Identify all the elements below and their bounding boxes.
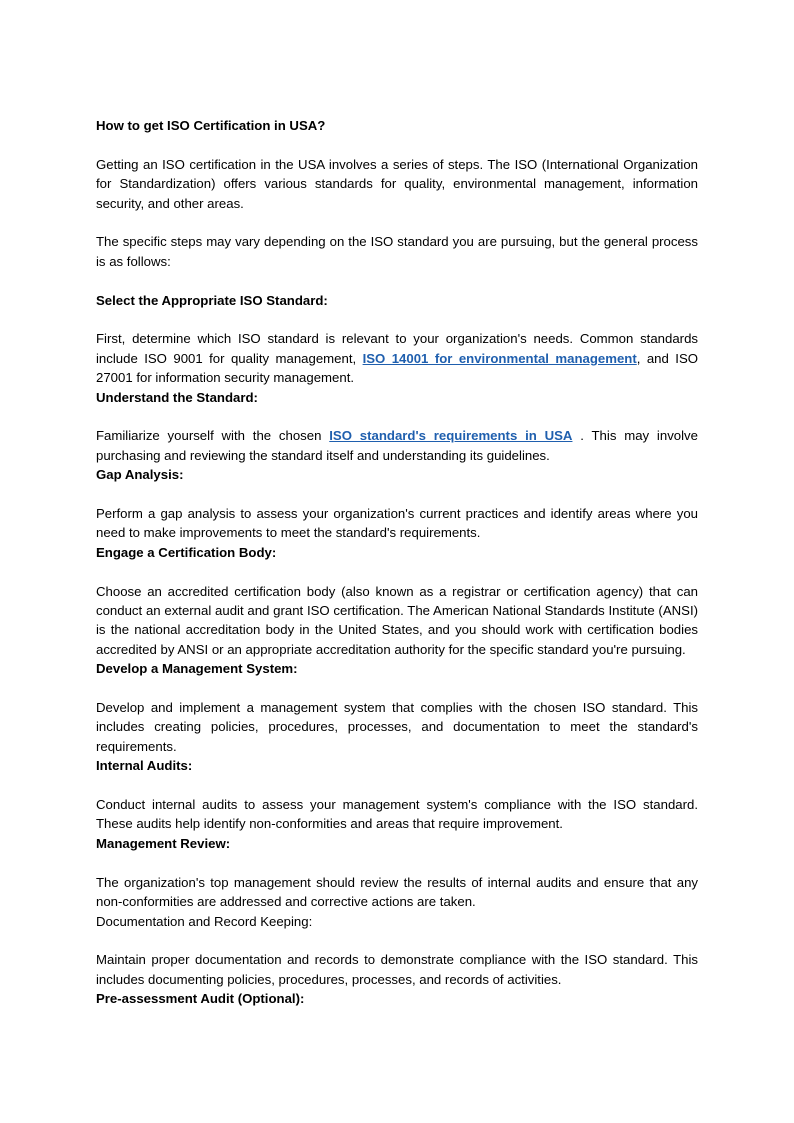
understand-text-after: . This may involve purchasing and reviewing the standard itself and understanding its guidelines. — [96, 428, 698, 463]
intro-paragraph-1: Getting an ISO certification in the USA involves a series of steps. The ISO (International Organization for Standardization) offers various standards for quality, environmental management, information security, and other areas. — [96, 156, 698, 211]
heading-internal-audits: Internal Audits: — [96, 758, 193, 774]
heading-pre-assessment-audit: Pre-assessment Audit (Optional): — [96, 991, 305, 1007]
document-page — [96, 116, 698, 1028]
heading-documentation-record-keeping: Documentation and Record Keeping: — [96, 913, 313, 929]
paragraph-engage-certification-body: Choose an accredited certification body (also known as a registrar or certification agency) that can conduct an external audit and grant ISO certification. The American National Standards Institute (ANSI) is the national accreditation body in the United States, and you should work with certification bodies accredited by ANSI or an appropriate accreditation authority for the specific standard you're pursuing. — [96, 583, 698, 657]
paragraph-internal-audits: Conduct internal audits to assess your management system's compliance with the ISO standard. These audits help identify non-conformities and areas that require improvement. — [96, 797, 698, 832]
paragraph-select-standard — [96, 329, 698, 387]
heading-management-review: Management Review: — [96, 835, 231, 851]
paragraph-develop-management-system: Develop and implement a management system that complies with the chosen ISO standard. This includes creating policies, procedures, processes, and documentation to meet the standard's requirements. — [96, 700, 698, 754]
understand-text-before: Familiarize yourself with the chosen — [96, 428, 330, 444]
heading-engage-certification-body: Engage a Certification Body: — [96, 544, 277, 560]
heading-gap-analysis: Gap Analysis: — [96, 467, 184, 483]
document-title: How to get ISO Certification in USA? — [96, 118, 326, 133]
paragraph-understand-standard — [96, 426, 698, 465]
select-text-after: , and ISO 27001 for information security management. — [96, 350, 698, 386]
iso-requirements-link[interactable]: ISO standard's requirements in USA — [329, 428, 573, 444]
paragraph-management-review: The organization's top management should review the results of internal audits and ensure that any non-conformities are addressed and corrective actions are taken. — [96, 874, 698, 910]
iso-14001-link[interactable]: ISO 14001 for environmental management — [362, 350, 637, 366]
intro-paragraph-2: The specific steps may vary depending on the ISO standard you are pursuing, but the general process is as follows: — [96, 234, 698, 269]
heading-develop-management-system: Develop a Management System: — [96, 661, 298, 677]
select-text-before: First, determine which ISO standard is relevant to your organization's needs. Common standards include ISO 9001 for quality management, — [96, 331, 698, 366]
paragraph-documentation-record-keeping: Maintain proper documentation and records to demonstrate compliance with the ISO standard. This includes documenting policies, procedures, processes, and records of activities. — [96, 952, 698, 987]
heading-select-standard: Select the Appropriate ISO Standard: — [96, 292, 328, 308]
heading-understand-standard: Understand the Standard: — [96, 389, 258, 405]
paragraph-gap-analysis: Perform a gap analysis to assess your organization's current practices and identify areas where you need to make improvements to meet the standard's requirements. — [96, 506, 698, 541]
